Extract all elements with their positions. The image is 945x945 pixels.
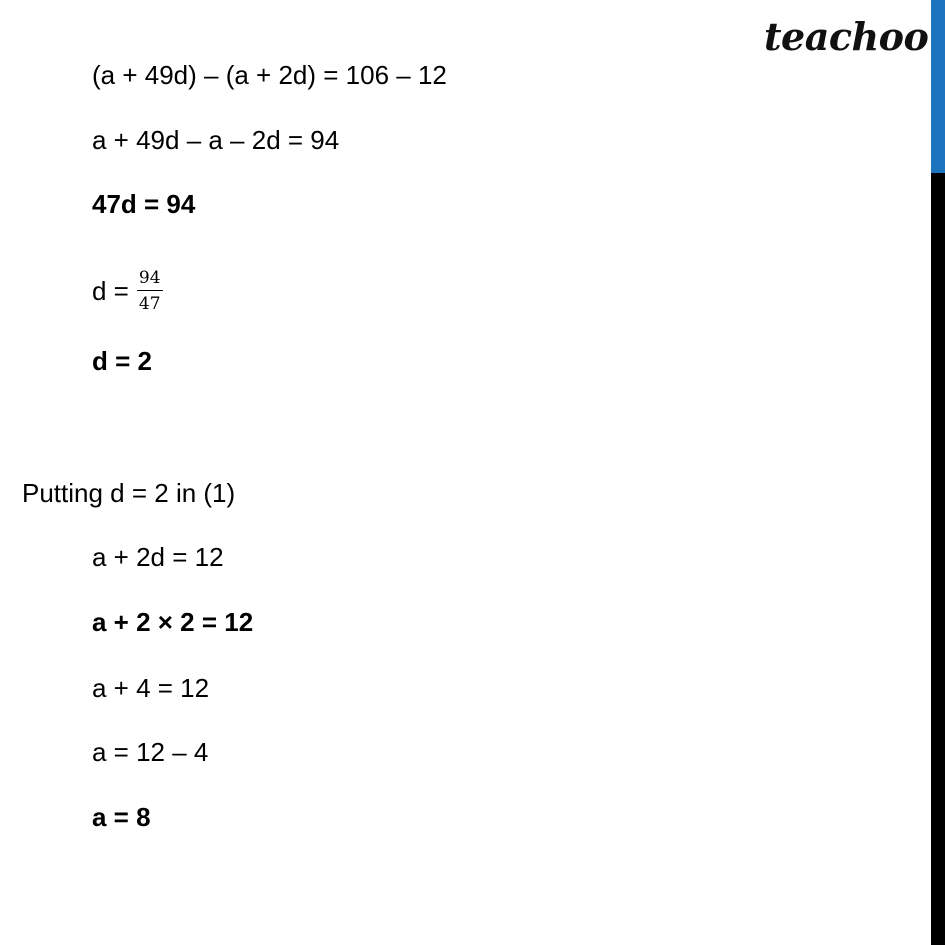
fraction [137, 268, 163, 314]
step-divide [92, 261, 163, 321]
teachoo-logo: teachoo [764, 14, 929, 59]
result-d: d = 2 [92, 346, 152, 376]
slide-scrollbar[interactable] [931, 0, 945, 945]
fraction-denominator: 47 [138, 294, 161, 314]
step-isolate-a: a = 12 – 4 [92, 737, 209, 767]
scrollbar-thumb[interactable] [931, 0, 945, 173]
step-equation-1: a + 2d = 12 [92, 542, 224, 572]
step-substitute: a + 2 × 2 = 12 [92, 607, 254, 637]
step-subtract-equations: (a + 49d) – (a + 2d) = 106 – 12 [92, 60, 447, 90]
result-a: a = 8 [92, 802, 151, 832]
fraction-numerator: 94 [137, 268, 163, 291]
step-multiply: a + 4 = 12 [92, 673, 210, 703]
step-expand: a + 49d – a – 2d = 94 [92, 125, 340, 155]
step-simplify: 47d = 94 [92, 189, 196, 219]
step-substitute-heading: Putting d = 2 in (1) [22, 478, 236, 508]
step-divide-prefix: d = [92, 275, 129, 306]
